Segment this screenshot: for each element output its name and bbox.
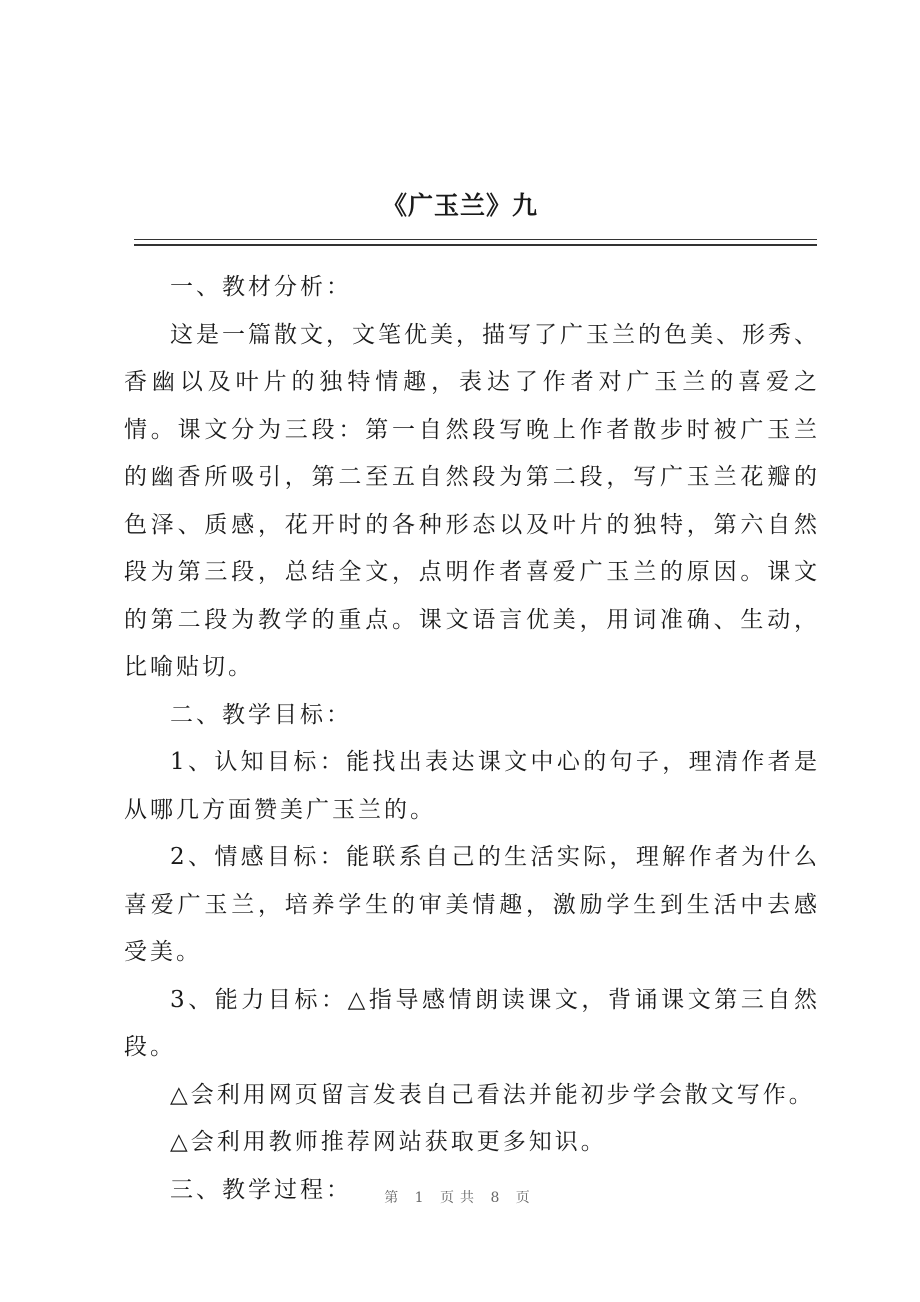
paragraph-goal-cognitive: 1、认知目标：能找出表达课文中心的句子，理清作者是从哪几方面赞美广玉兰的。 [124,749,820,823]
section-heading-analysis: 一、教材分析： [170,274,352,300]
paragraph-goal-web-knowledge: △会利用教师推荐网站获取更多知识。 [170,1129,607,1155]
section-heading-goals: 二、教学目标： [170,701,352,728]
paragraph-goal-web-comment: △会利用网页留言发表自己看法并能初步学会散文写作。 [170,1081,815,1108]
paragraph-goal-emotional: 2、情感目标：能联系自己的生活实际，理解作者为什么喜爱广玉兰，培养学生的审美情趣，激励学生到生活中去感受美。 [124,844,820,965]
title-divider-thin [134,239,817,240]
paragraph-goal-ability: 3、能力目标：△指导感情朗读课文，背诵课文第三自然段。 [124,986,820,1060]
page-title: 《广玉兰》九 [381,191,538,220]
title-divider-thick [134,244,817,246]
page-number: 第 1 页共 8 页 [384,1190,536,1206]
document-body [124,264,820,1214]
section-heading-process: 三、教学过程： [170,1176,352,1203]
paragraph-analysis: 这是一篇散文，文笔优美，描写了广玉兰的色美、形秀、香幽以及叶片的独特情趣，表达了作者对广玉兰的喜爱之情。课文分为三段：第一自然段写晚上作者散步时被广玉兰的幽香所吸引，第二至五自然段为第二段，写广玉兰花瓣的色泽、质感，花开时的各种形态以及叶片的独特，第六自然段为第三段，总结全文，点明作者喜爱广玉兰的原因。课文的第二段为教学的重点。课文语言优美，用词准确、生动，比喻贴切。 [124,321,820,680]
